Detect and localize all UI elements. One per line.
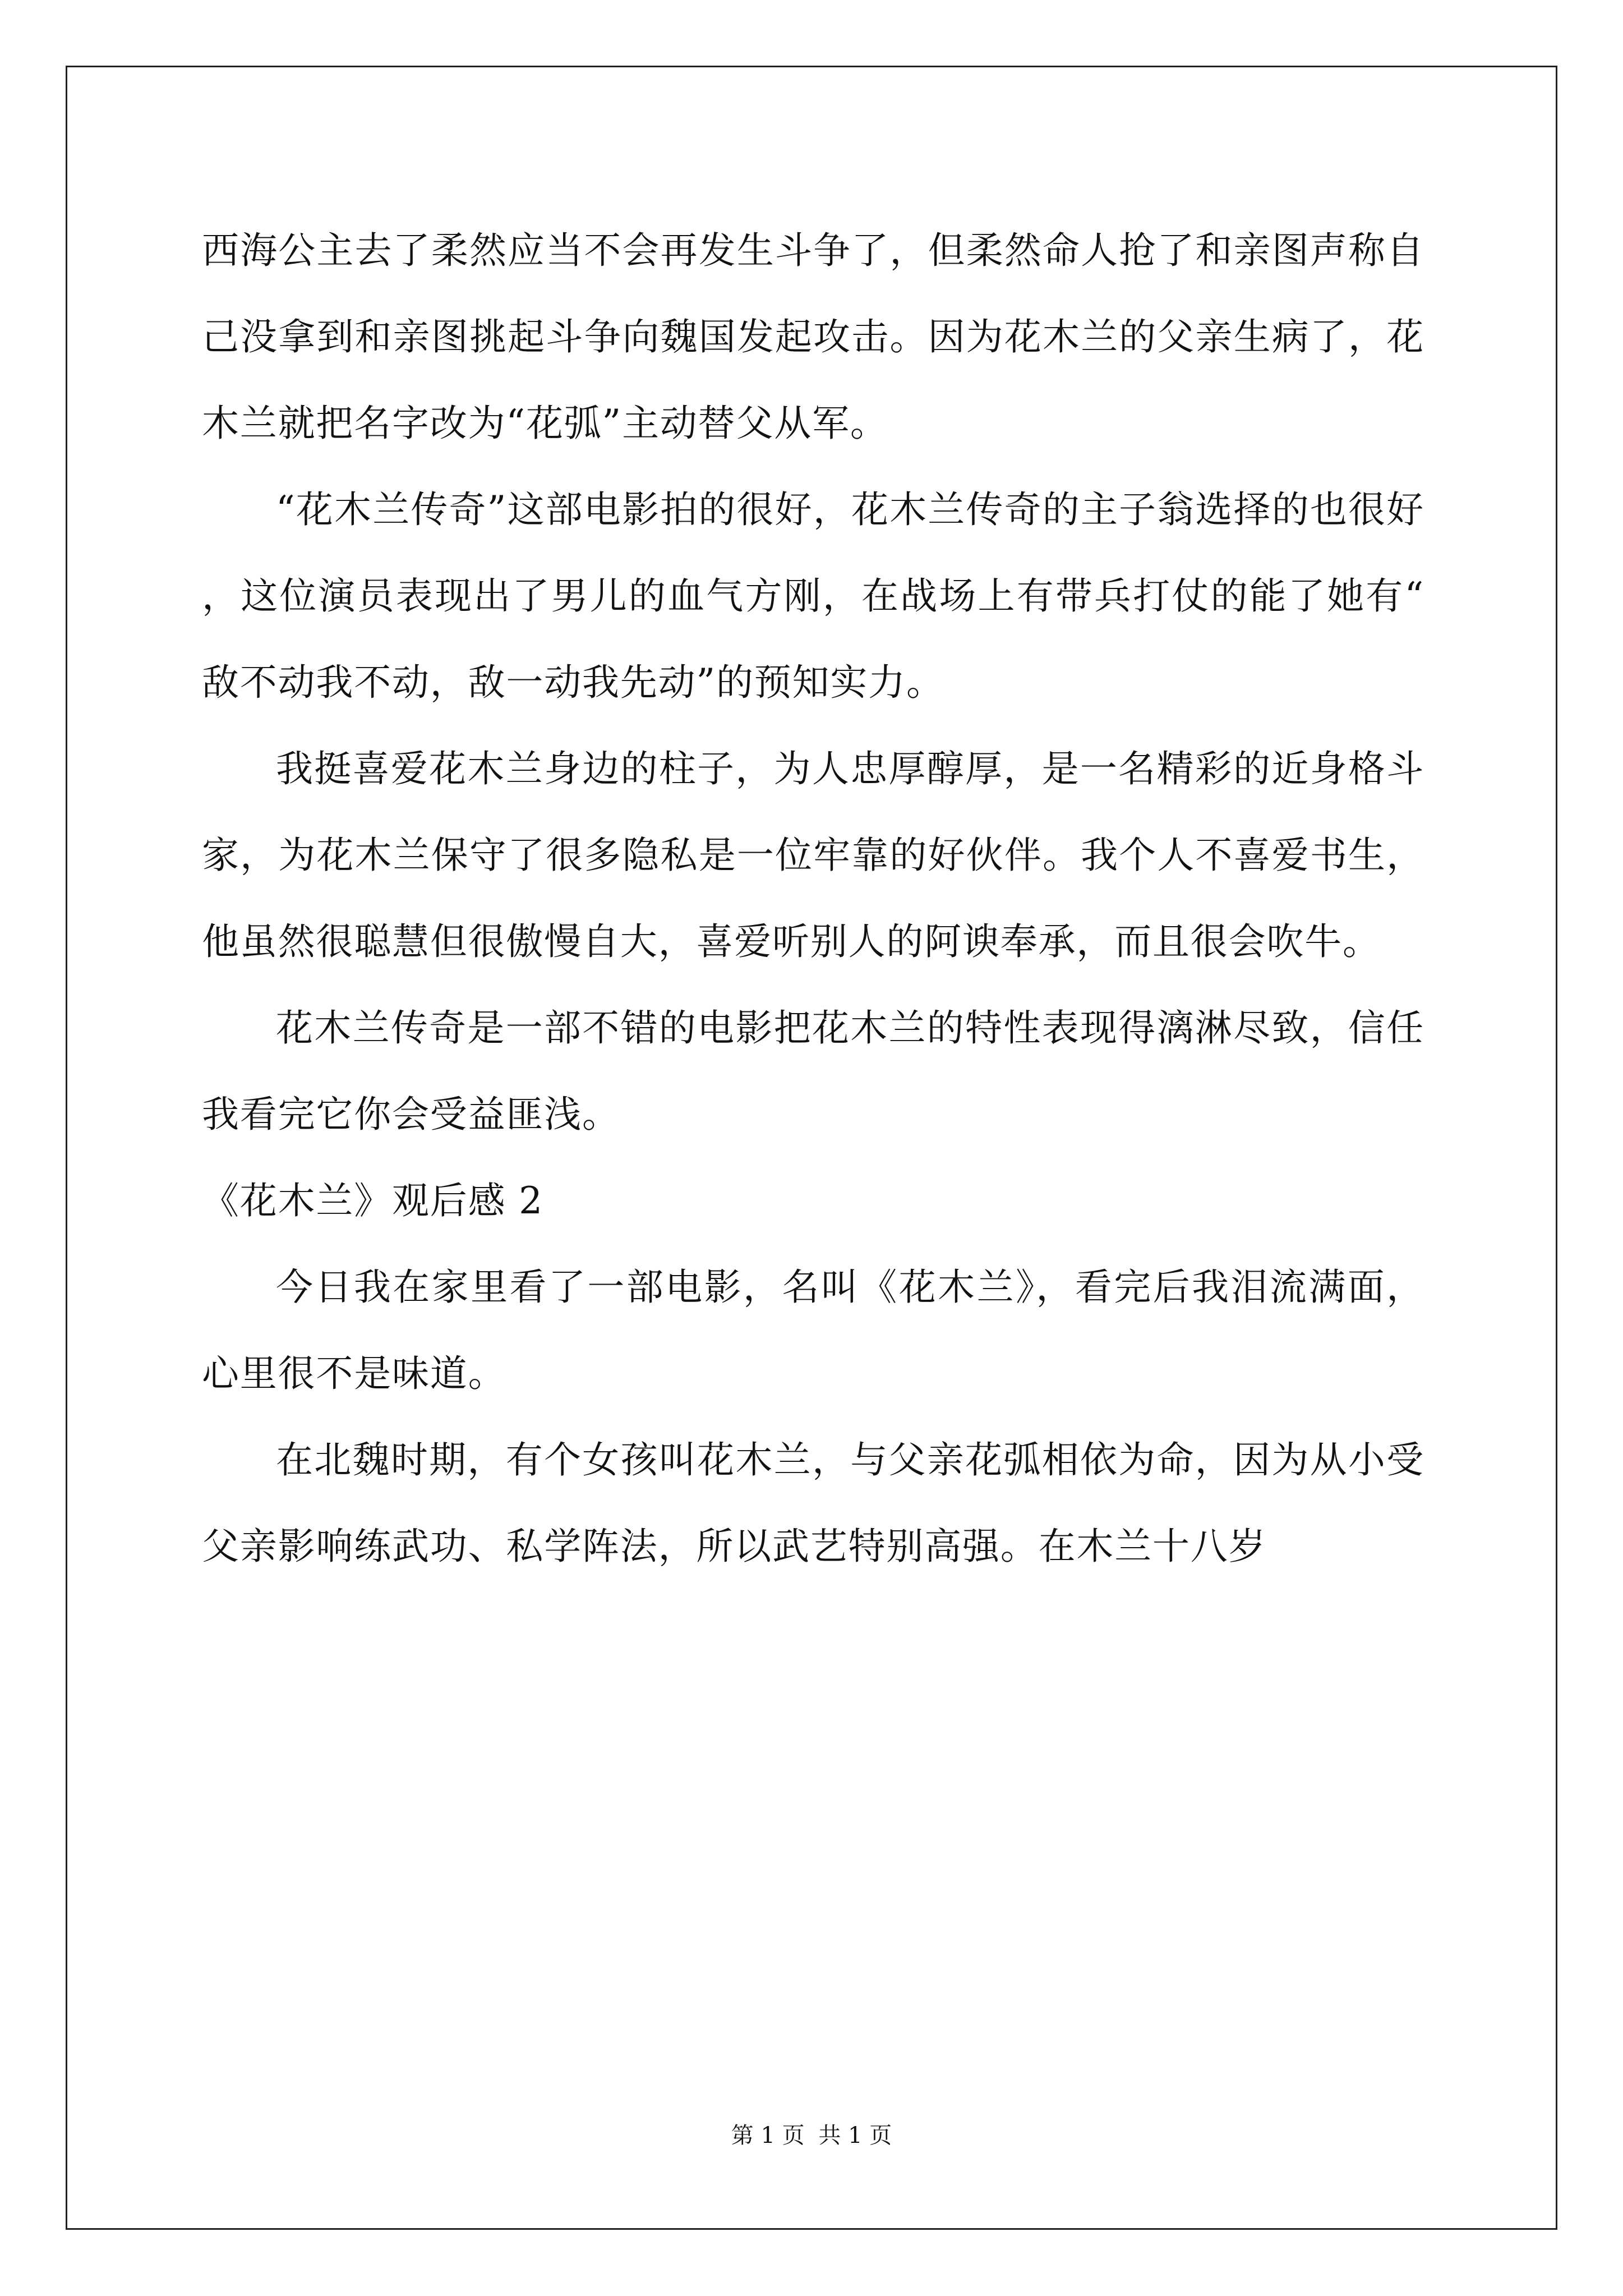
page-number: 第 1 页 xyxy=(731,2123,805,2148)
page-total: 共 1 页 xyxy=(818,2123,892,2148)
paragraph-story-2: 在北魏时期，有个女孩叫花木兰，与父亲花弧相依为命，因为从小受父亲影响练武功、私学阵法，所以武艺特别高强。在木兰十八岁 xyxy=(202,1438,1424,1568)
paragraph-continuation: 西海公主去了柔然应当不会再发生斗争了，但柔然命人抢了和亲图声称自己没拿到和亲图挑起斗争向魏国发起攻击。因为花木兰的父亲生病了，花木兰就把名字改为“花弧”主动替父从军。 xyxy=(202,229,1424,445)
paragraph-characters: 我挺喜爱花木兰身边的柱子，为人忠厚醇厚，是一名精彩的近身格斗家，为花木兰保守了很多隐私是一位牢靠的好伙伴。我个人不喜爱书生，他虽然很聪慧但很傲慢自大，喜爱听别人的阿谀奉承，而且很会吹牛。 xyxy=(202,747,1424,963)
page-footer xyxy=(0,2118,1623,2150)
paragraph-movie-review: “花木兰传奇”这部电影拍的很好，花木兰传奇的主子翁选择的也很好，这位演员表现出了男儿的血气方刚，在战场上有带兵打仗的能了她有“敌不动我不动，敌一动我先动”的预知实力。 xyxy=(202,488,1424,704)
document-body xyxy=(202,208,1424,1590)
section-heading: 《花木兰》观后感 2 xyxy=(202,1179,543,1222)
paragraph-conclusion: 花木兰传奇是一部不错的电影把花木兰的特性表现得漓淋尽致，信任我看完它你会受益匪浅。 xyxy=(202,1006,1424,1136)
paragraph-intro-2: 今日我在家里看了一部电影，名叫《花木兰》，看完后我泪流满面，心里很不是味道。 xyxy=(202,1266,1424,1395)
